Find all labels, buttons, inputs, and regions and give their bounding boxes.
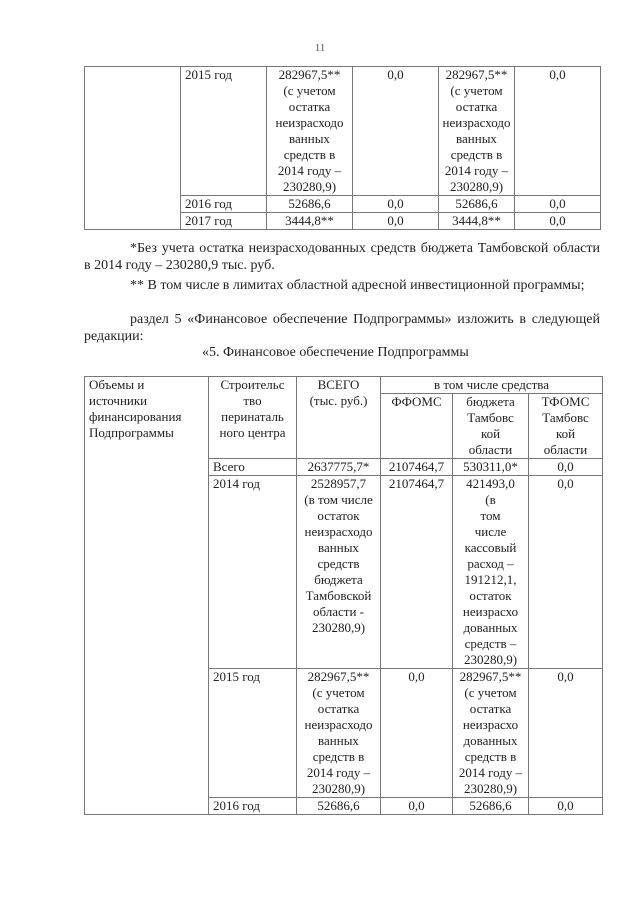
budget-cell: 282967,5** (с учетом остатка неизрасхо дованных средств в 2014 году – 230280,9) xyxy=(453,669,529,798)
ffoms-cell: 0,0 xyxy=(381,798,453,815)
ffoms-cell: 0,0 xyxy=(353,213,439,230)
tfoms-cell: 0,0 xyxy=(515,67,601,196)
budget-cell: 421493,0 (в том числе кассовый расход – 191212,1, остаток неизрасхо дованных средств – 230280,9) xyxy=(453,476,529,669)
footnote-2: ** В том числе в лимитах областной адресной инвестиционной программы; xyxy=(130,278,585,293)
tfoms-cell: 0,0 xyxy=(515,196,601,213)
total-cell: 2637775,7* xyxy=(297,459,381,476)
funding-table xyxy=(84,376,603,815)
total-cell: 2528957,7 (в том числе остаток неизрасходо ванных средств бюджета Тамбовской области - 230280,9) xyxy=(297,476,381,669)
section-heading: «5. Финансовое обеспечение Подпрограммы xyxy=(202,345,469,360)
header-regional-budget: бюджета Тамбовс кой области xyxy=(453,394,529,459)
header-ffoms: ФФОМС xyxy=(381,394,453,459)
tfoms-cell: 0,0 xyxy=(529,459,603,476)
budget-cell: 52686,6 xyxy=(453,798,529,815)
year-cell: Всего xyxy=(209,459,297,476)
table-row xyxy=(85,67,601,196)
ffoms-cell: 0,0 xyxy=(353,67,439,196)
year-cell: 2015 год xyxy=(209,669,297,798)
budget-cell: 282967,5** (с учетом остатка неизрасходо ванных средств в 2014 году – 230280,9) xyxy=(439,67,515,196)
total-cell: 282967,5** (с учетом остатка неизрасходо ванных средств в 2014 году – 230280,9) xyxy=(267,67,353,196)
funding-table-continued xyxy=(84,66,601,230)
total-cell: 282967,5** (с учетом остатка неизрасходо ванных средств в 2014 году – 230280,9) xyxy=(297,669,381,798)
ffoms-cell: 2107464,7 xyxy=(381,476,453,669)
empty-cell xyxy=(85,67,181,230)
budget-cell: 3444,8** xyxy=(439,213,515,230)
total-cell: 3444,8** xyxy=(267,213,353,230)
total-cell: 52686,6 xyxy=(267,196,353,213)
header-construction: Строительс тво перинаталь ного центра xyxy=(209,377,297,459)
year-cell: 2017 год xyxy=(181,213,267,230)
year-cell: 2016 год xyxy=(181,196,267,213)
ffoms-cell: 2107464,7 xyxy=(381,459,453,476)
year-cell: 2014 год xyxy=(209,476,297,669)
tfoms-cell: 0,0 xyxy=(529,798,603,815)
tfoms-cell: 0,0 xyxy=(529,476,603,669)
tfoms-cell: 0,0 xyxy=(529,669,603,798)
budget-cell: 530311,0* xyxy=(453,459,529,476)
total-cell: 52686,6 xyxy=(297,798,381,815)
ffoms-cell: 0,0 xyxy=(381,669,453,798)
tfoms-cell: 0,0 xyxy=(515,213,601,230)
budget-cell: 52686,6 xyxy=(439,196,515,213)
year-cell: 2016 год xyxy=(209,798,297,815)
header-tfoms: ТФОМС Тамбовс кой области xyxy=(529,394,603,459)
ffoms-cell: 0,0 xyxy=(353,196,439,213)
page-number: 11 xyxy=(314,42,326,54)
header-total: ВСЕГО (тыс. руб.) xyxy=(297,377,381,459)
footnote-1: *Без учета остатка неизрасходованных средств бюджета Тамбовской области в 2014 году – 230280,9 тыс. руб. xyxy=(84,241,600,273)
table-header-row xyxy=(85,377,603,394)
year-cell: 2015 год xyxy=(181,67,267,196)
header-volume-sources: Объемы и источники финансирования Подпрограммы xyxy=(85,377,209,815)
header-including-funds: в том числе средства xyxy=(381,377,603,394)
amendment-text: раздел 5 «Финансовое обеспечение Подпрограммы» изложить в следующей редакции: xyxy=(84,312,600,344)
